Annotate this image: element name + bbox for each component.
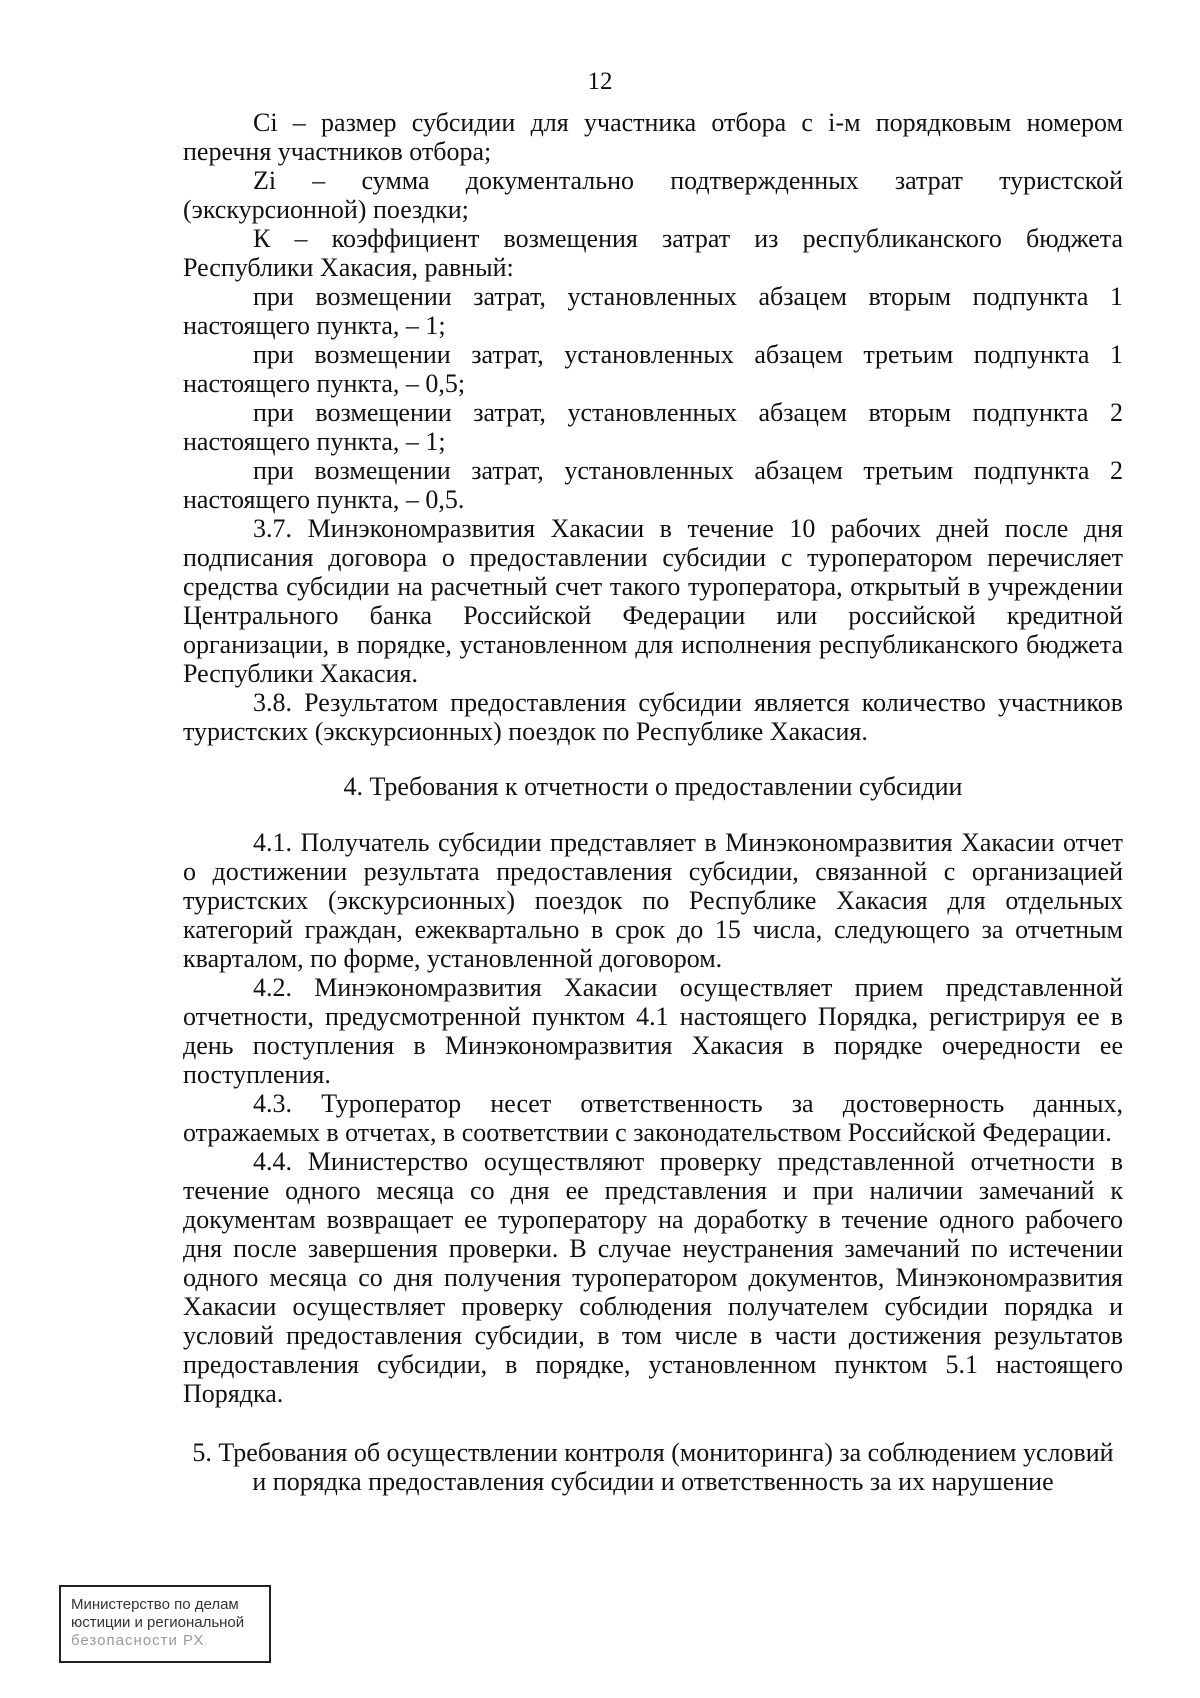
clause-4-3: 4.3. Туроператор несет ответственность за достоверность данных, отражаемых в отчетах, в соответствии с законодательством Российской Федерации. (183, 1089, 1123, 1147)
clause-3-7: 3.7. Минэкономразвития Хакасии в течение 10 рабочих дней после дня подписания договора о предоставлении субсидии с туроператором перечисляет средства субсидии на расчетный счет такого туроператора, открытый в учреждении Центрального банка Российской Федерации или российской кредитной организации, в порядке, установленном для исполнения республиканского бюджета Республики Хакасия. (183, 514, 1123, 688)
definition-zi: Zi – сумма документально подтвержденных затрат туристской (экскурсионной) поездки; (183, 166, 1123, 224)
section-4-title: 4. Требования к отчетности о предоставлении субсидии (343, 772, 963, 801)
stamp-line-2: юстиции и региональной (71, 1614, 245, 1631)
stamp-line-3: безопасности РХ (71, 1632, 205, 1649)
ministry-stamp (59, 1585, 271, 1663)
section-5-title-line-1: 5. Требования об осуществлении контроля (мониторинга) за соблюдением условий (192, 1438, 1114, 1467)
clause-3-8: 3.8. Результатом предоставления субсидии является количество участников туристских (экскурсионных) поездок по Республике Хакасия. (183, 688, 1123, 746)
clause-4-1: 4.1. Получатель субсидии представляет в Минэкономразвития Хакасии отчет о достижении результата предоставления субсидии, связанной с организацией туристских (экскурсионных) поездок по Республике Хакасия для отдельных категорий граждан, ежеквартально в срок до 15 числа, следующего за отчетным кварталом, по форме, установленной договором. (183, 828, 1123, 973)
clause-4-4: 4.4. Министерство осуществляют проверку представленной отчетности в течение одного месяца со дня ее представления и при наличии замечаний к документам возвращает ее туроператору на доработку в течение одного рабочего дня после завершения проверки. В случае неустранения замечаний по истечении одного месяца со дня получения туроператором документов, Минэкономразвития Хакасии осуществляет проверку соблюдения получателем субсидии порядка и условий предоставления субсидии, в том числе в части достижения результатов предоставления субсидии, в порядке, установленном пунктом 5.1 настоящего Порядка. (183, 1147, 1123, 1408)
definition-ci: Ci – размер субсидии для участника отбора с i-м порядковым номером перечня участников отбора; (183, 108, 1123, 166)
section-5-title (183, 1438, 1123, 1496)
stamp-line-1: Министерство по делам (71, 1596, 239, 1613)
section-5-title-line-2: и порядка предоставления субсидии и ответственность за их нарушение (252, 1467, 1054, 1496)
coefficient-case-3: при возмещении затрат, установленных абзацем вторым подпункта 2 настоящего пункта, – 1; (183, 398, 1123, 456)
definition-k: К – коэффициент возмещения затрат из республиканского бюджета Республики Хакасия, равный: (183, 224, 1123, 282)
page-number: 12 (587, 68, 613, 95)
document-body (183, 108, 1123, 1496)
coefficient-case-2: при возмещении затрат, установленных абзацем третьим подпункта 1 настоящего пункта, – 0,5; (183, 340, 1123, 398)
coefficient-case-4: при возмещении затрат, установленных абзацем третьим подпункта 2 настоящего пункта, – 0,5. (183, 456, 1123, 514)
coefficient-case-1: при возмещении затрат, установленных абзацем вторым подпункта 1 настоящего пункта, – 1; (183, 282, 1123, 340)
clause-4-2: 4.2. Минэкономразвития Хакасии осуществляет прием представленной отчетности, предусмотренной пунктом 4.1 настоящего Порядка, регистрируя ее в день поступления в Минэкономразвития Хакасия в порядке очередности ее поступления. (183, 973, 1123, 1089)
